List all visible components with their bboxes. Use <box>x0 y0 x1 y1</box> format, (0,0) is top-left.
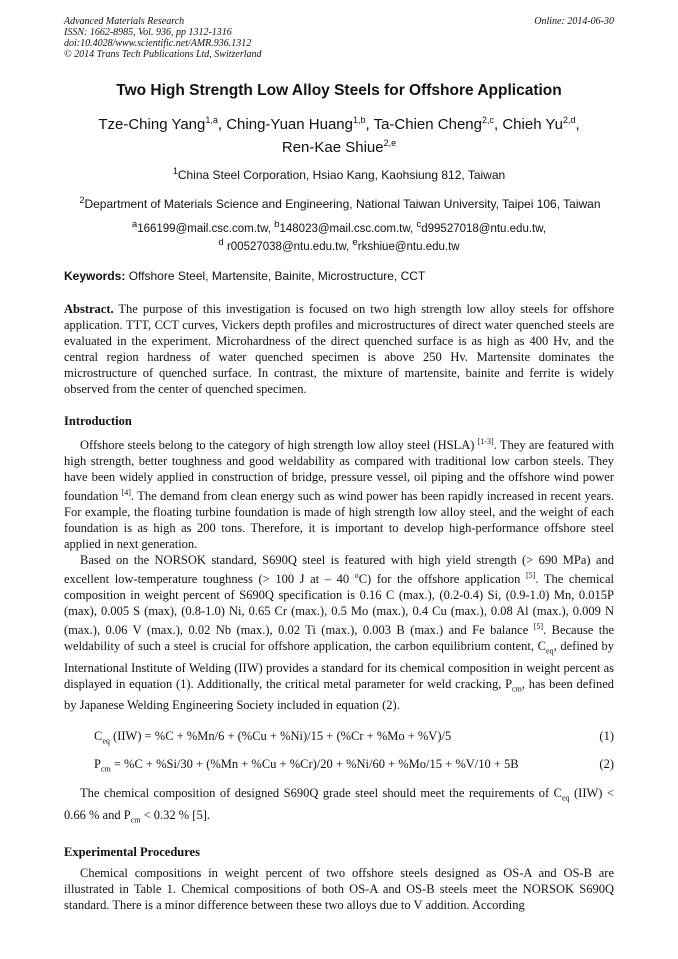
citation: [5] <box>533 622 544 632</box>
intro-paragraph-2: Based on the NORSOK standard, S690Q steel is featured with high yield strength (> 690 MPa) and excellent low-temperature toughness (> 100 J at – 40 $^o$C) for the offshore application [5]. The chemical composition in weight percent of S690Q specification is 0.16 C (max.), (0.2-0.4) Si, (0.9-1.0) Mn, 0.015P (max), 0.005 S (max), (0.8-1.0) Ni, 0.65 Cr (max.), 0.5 Mo (max.), 0.4 Cu (max.), 0.08 Al (max.), 0.009 N (max.), 0.06 V (max.), 0.02 Nb (max.), 0.02 Ti (max.), 0.003 B (max.) and Fe balance [5]. Because the weldability of such a steel is crucial for offshore application, the carbon equilibrium content, $C_{eq}$, defined by International Institute of Welding (IIW) provides a standard for its chemical composition in weight percent as displayed in equation (1). Additionally, the critical metal parameter for weld cracking, $P_{cm}$, has been defined by Japanese Welding Engineering Society included in equation (2). <box>64 552 615 713</box>
copyright-line: © 2014 Trans Tech Publications Ltd, Switzerland <box>64 49 262 60</box>
author-list <box>64 111 614 157</box>
equation-number: (2) <box>599 757 614 772</box>
abstract-label: Abstract. <box>64 301 114 316</box>
keywords: Keywords: Offshore Steel, Martensite, Bainite, Microstructure, CCT <box>64 268 426 283</box>
equation-2: $P_{cm} = \%C + \%Si/30 + (\%Mn + \%Cu + \%Cr)/20 + \%Ni/60 + \%Mo/15 + \%V/10 + 5B$ (2) <box>94 757 614 774</box>
journal-name: Advanced Materials Research <box>64 16 185 27</box>
journal-header <box>64 16 614 64</box>
paper-page <box>64 16 614 913</box>
author: Ta-Chien Cheng$^{2,c}$, <box>373 115 503 133</box>
section-heading-experimental: Experimental Procedures <box>64 845 200 860</box>
online-date: Online: 2014-06-30 <box>534 16 614 27</box>
intro-paragraph-3: The chemical composition of designed S690Q grade steel should meet the requirements of $C_{eq}$ (IIW) < 0.66 % and $P_{cm} < 0.32$ % [5]. <box>64 786 615 825</box>
equation-1: $C_{eq}$ (IIW) = %C + %Mn/6 + (%Cu + %Ni)/15 + (%Cr + %Mo + %V)/5 (1) <box>94 729 614 746</box>
citation: [1-3] <box>477 436 494 446</box>
author: Ren-Kae Shiue$^{2,e}$ <box>281 138 397 156</box>
citation: [5] <box>526 570 536 580</box>
keywords-label: Keywords: <box>64 268 126 283</box>
author: Chieh Yu$^{2,d}$, <box>502 115 580 133</box>
paper-title: Two High Strength Low Alloy Steels for Offshore Application <box>116 82 562 99</box>
author: Ching-Yuan Huang$^{1,b}$, <box>226 115 374 133</box>
intro-paragraph-1: Offshore steels belong to the category of high strength low alloy steel (HSLA) [1-3]. They are featured with high strength, better toughness and good weldability as compared with traditional low carbon steels. They have been widely applied in construction of bridge, pressure vessel, oil piping and the offshore wind power foundation [4]. The demand from clean energy such as wind power has been rapidly increased in recent years. For example, the floating turbine foundation is made of high strength low alloy steel, and the weight of each foundation is as high as 200 tons. Therefore, it is important to develop high-performance offshore steel applied in next generation. <box>64 436 614 551</box>
author: Tze-Ching Yang$^{1,a}$, <box>98 115 227 133</box>
abstract: Abstract. The purpose of this investigation is focused on two high strength low alloy steels for offshore application. TTT, CCT curves, Vickers depth profiles and microstructures of direct water quenched steels are evaluated in the experiment. Microhardness of the direct quenched surface is as high as 400 Hv, and the central region hardness of water quenched specimen is above 250 Hv. Martensite dominates the microstructure of quenched surface. In contrast, the mixture of martensite, bainite and ferrite is widely observed from the center of quenched specimen. <box>64 301 614 396</box>
doi-line: doi:10.4028/www.scientific.net/AMR.936.1312 <box>64 38 252 49</box>
equation-number: (1) <box>599 729 614 744</box>
affiliation-2: $^2$Department of Materials Science and Engineering, National Taiwan University, Taipei 106, Taiwan <box>79 195 601 211</box>
citation: [4] <box>121 487 131 497</box>
affiliation-1: $^1$China Steel Corporation, Hsiao Kang, Kaohsiung 812, Taiwan <box>172 166 506 182</box>
section-heading-introduction: Introduction <box>64 413 132 428</box>
issn-line: ISSN: 1662-8985, Vol. 936, pp 1312-1316 <box>64 27 232 38</box>
author-emails: $^a$166199@mail.csc.com.tw, $^b$148023@mail.csc.com.tw, $^c$d99527018@ntu.edu.tw, $^d$ r00527038@ntu.edu.tw, $^e$rkshiue@ntu.edu.tw <box>131 219 547 253</box>
experimental-paragraph-1: Chemical compositions in weight percent of two offshore steels designed as OS-A and OS-B are illustrated in Table 1. Chemical compositions of both OS-A and OS-B steels meet the NORSOK S690Q standard. There is a minor difference between these two alloys due to V addition. According <box>64 866 614 913</box>
